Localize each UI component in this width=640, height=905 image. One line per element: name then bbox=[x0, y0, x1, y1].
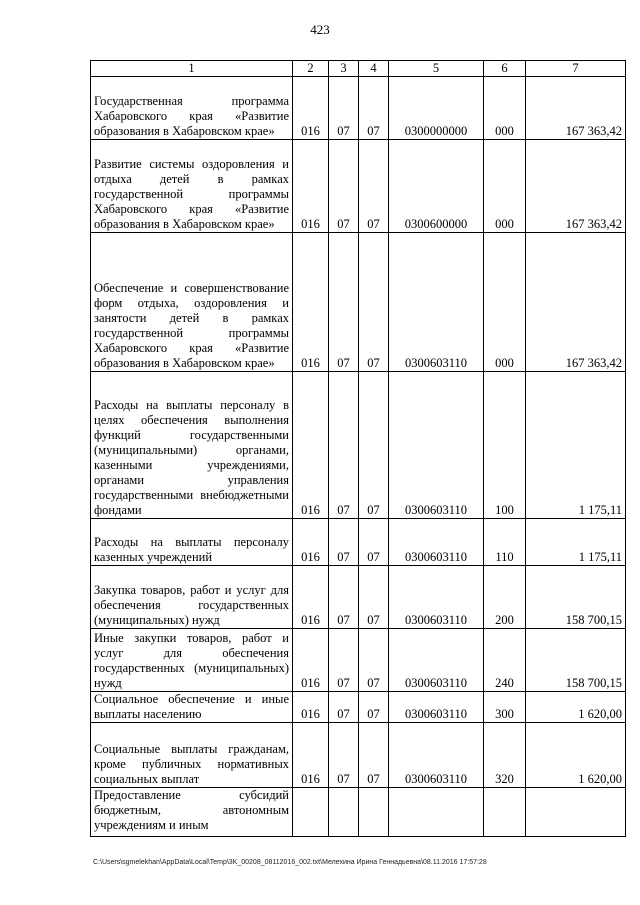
amount-cell: 167 363,42 bbox=[526, 77, 626, 140]
amount-cell: 1 620,00 bbox=[526, 692, 626, 723]
subsection-cell: 07 bbox=[329, 372, 359, 519]
target-article-cell: 0300600000 bbox=[389, 140, 484, 233]
amount-cell: 167 363,42 bbox=[526, 233, 626, 372]
subsection-detail-cell: 07 bbox=[359, 692, 389, 723]
subsection-detail-cell: 07 bbox=[359, 233, 389, 372]
target-article-cell: 0300603110 bbox=[389, 519, 484, 566]
expense-type-cell bbox=[484, 788, 526, 837]
table-row bbox=[91, 372, 626, 519]
target-article-cell: 0300603110 bbox=[389, 629, 484, 692]
section-code-cell: 016 bbox=[293, 692, 329, 723]
amount-cell: 158 700,15 bbox=[526, 629, 626, 692]
amount-cell: 1 175,11 bbox=[526, 372, 626, 519]
subsection-detail-cell: 07 bbox=[359, 140, 389, 233]
section-code-cell: 016 bbox=[293, 519, 329, 566]
table-row bbox=[91, 788, 626, 837]
amount-cell bbox=[526, 788, 626, 837]
row-name-cell: Государственная программа Хабаровского края «Развитие образования в Хабаровском крае» bbox=[91, 77, 293, 140]
subsection-cell: 07 bbox=[329, 692, 359, 723]
row-name-cell: Иные закупки товаров, работ и услуг для обеспечения государственных (муниципальных) нужд bbox=[91, 629, 293, 692]
row-name-cell: Развитие системы оздоровления и отдыха детей в рамках государственной программы Хабаровского края «Развитие образования в Хабаровском крае» bbox=[91, 140, 293, 233]
subsection-detail-cell: 07 bbox=[359, 566, 389, 629]
target-article-cell: 0300603110 bbox=[389, 233, 484, 372]
table-row bbox=[91, 692, 626, 723]
subsection-cell: 07 bbox=[329, 566, 359, 629]
row-name-cell: Закупка товаров, работ и услуг для обеспечения государственных (муниципальных) нужд bbox=[91, 566, 293, 629]
target-article-cell: 0300000000 bbox=[389, 77, 484, 140]
section-code-cell: 016 bbox=[293, 372, 329, 519]
expense-type-cell: 000 bbox=[484, 77, 526, 140]
row-name-cell: Обеспечение и совершенствование форм отдыха, оздоровления и занятости детей в рамках государственной программы Хабаровского края «Развитие образования в Хабаровском крае» bbox=[91, 233, 293, 372]
page-number: 423 bbox=[310, 22, 330, 37]
subsection-detail-cell bbox=[359, 788, 389, 837]
table-row bbox=[91, 629, 626, 692]
subsection-cell bbox=[329, 788, 359, 837]
subsection-cell: 07 bbox=[329, 77, 359, 140]
table-row bbox=[91, 723, 626, 788]
section-code-cell: 016 bbox=[293, 566, 329, 629]
section-code-cell: 016 bbox=[293, 723, 329, 788]
expense-type-cell: 240 bbox=[484, 629, 526, 692]
expense-type-cell: 000 bbox=[484, 140, 526, 233]
table-row bbox=[91, 77, 626, 140]
header-row bbox=[91, 61, 626, 77]
amount-cell: 1 620,00 bbox=[526, 723, 626, 788]
section-code-cell: 016 bbox=[293, 140, 329, 233]
header-cell: 4 bbox=[359, 61, 389, 77]
target-article-cell: 0300603110 bbox=[389, 372, 484, 519]
amount-cell: 167 363,42 bbox=[526, 140, 626, 233]
row-name-cell: Предоставление субсидий бюджетным, автономным учреждениям и иным bbox=[91, 788, 293, 837]
target-article-cell bbox=[389, 788, 484, 837]
subsection-detail-cell: 07 bbox=[359, 723, 389, 788]
header-cell: 2 bbox=[293, 61, 329, 77]
section-code-cell: 016 bbox=[293, 629, 329, 692]
subsection-cell: 07 bbox=[329, 629, 359, 692]
subsection-detail-cell: 07 bbox=[359, 629, 389, 692]
section-code-cell bbox=[293, 788, 329, 837]
expense-type-cell: 300 bbox=[484, 692, 526, 723]
table-row bbox=[91, 566, 626, 629]
row-name-cell: Социальные выплаты гражданам, кроме публичных нормативных социальных выплат bbox=[91, 723, 293, 788]
budget-table bbox=[90, 60, 626, 837]
expense-type-cell: 100 bbox=[484, 372, 526, 519]
subsection-cell: 07 bbox=[329, 723, 359, 788]
header-cell: 1 bbox=[91, 61, 293, 77]
header-cell: 3 bbox=[329, 61, 359, 77]
expense-type-cell: 000 bbox=[484, 233, 526, 372]
table-row bbox=[91, 140, 626, 233]
table-row bbox=[91, 519, 626, 566]
amount-cell: 1 175,11 bbox=[526, 519, 626, 566]
header-cell: 6 bbox=[484, 61, 526, 77]
subsection-detail-cell: 07 bbox=[359, 372, 389, 519]
expense-type-cell: 110 bbox=[484, 519, 526, 566]
section-code-cell: 016 bbox=[293, 77, 329, 140]
amount-cell: 158 700,15 bbox=[526, 566, 626, 629]
header-cell: 7 bbox=[526, 61, 626, 77]
target-article-cell: 0300603110 bbox=[389, 566, 484, 629]
row-name-cell: Социальное обеспечение и иные выплаты населению bbox=[91, 692, 293, 723]
file-path-footer: C:\Users\sgmelekhan\AppData\Local\Temp\3K_00208_08112016_002.txt\Мелехина Ирина Геннадьевна\08.11.2016 17:57:28 bbox=[93, 859, 487, 866]
target-article-cell: 0300603110 bbox=[389, 692, 484, 723]
subsection-cell: 07 bbox=[329, 519, 359, 566]
row-name-cell: Расходы на выплаты персоналу в целях обеспечения выполнения функций государственными (муниципальными) органами, казенными учреждениями, органами управления государственными внебюджетными фондами bbox=[91, 372, 293, 519]
target-article-cell: 0300603110 bbox=[389, 723, 484, 788]
section-code-cell: 016 bbox=[293, 233, 329, 372]
table-row bbox=[91, 233, 626, 372]
subsection-detail-cell: 07 bbox=[359, 77, 389, 140]
subsection-detail-cell: 07 bbox=[359, 519, 389, 566]
row-name-cell: Расходы на выплаты персоналу казенных учреждений bbox=[91, 519, 293, 566]
expense-type-cell: 200 bbox=[484, 566, 526, 629]
expense-type-cell: 320 bbox=[484, 723, 526, 788]
subsection-cell: 07 bbox=[329, 233, 359, 372]
header-cell: 5 bbox=[389, 61, 484, 77]
subsection-cell: 07 bbox=[329, 140, 359, 233]
